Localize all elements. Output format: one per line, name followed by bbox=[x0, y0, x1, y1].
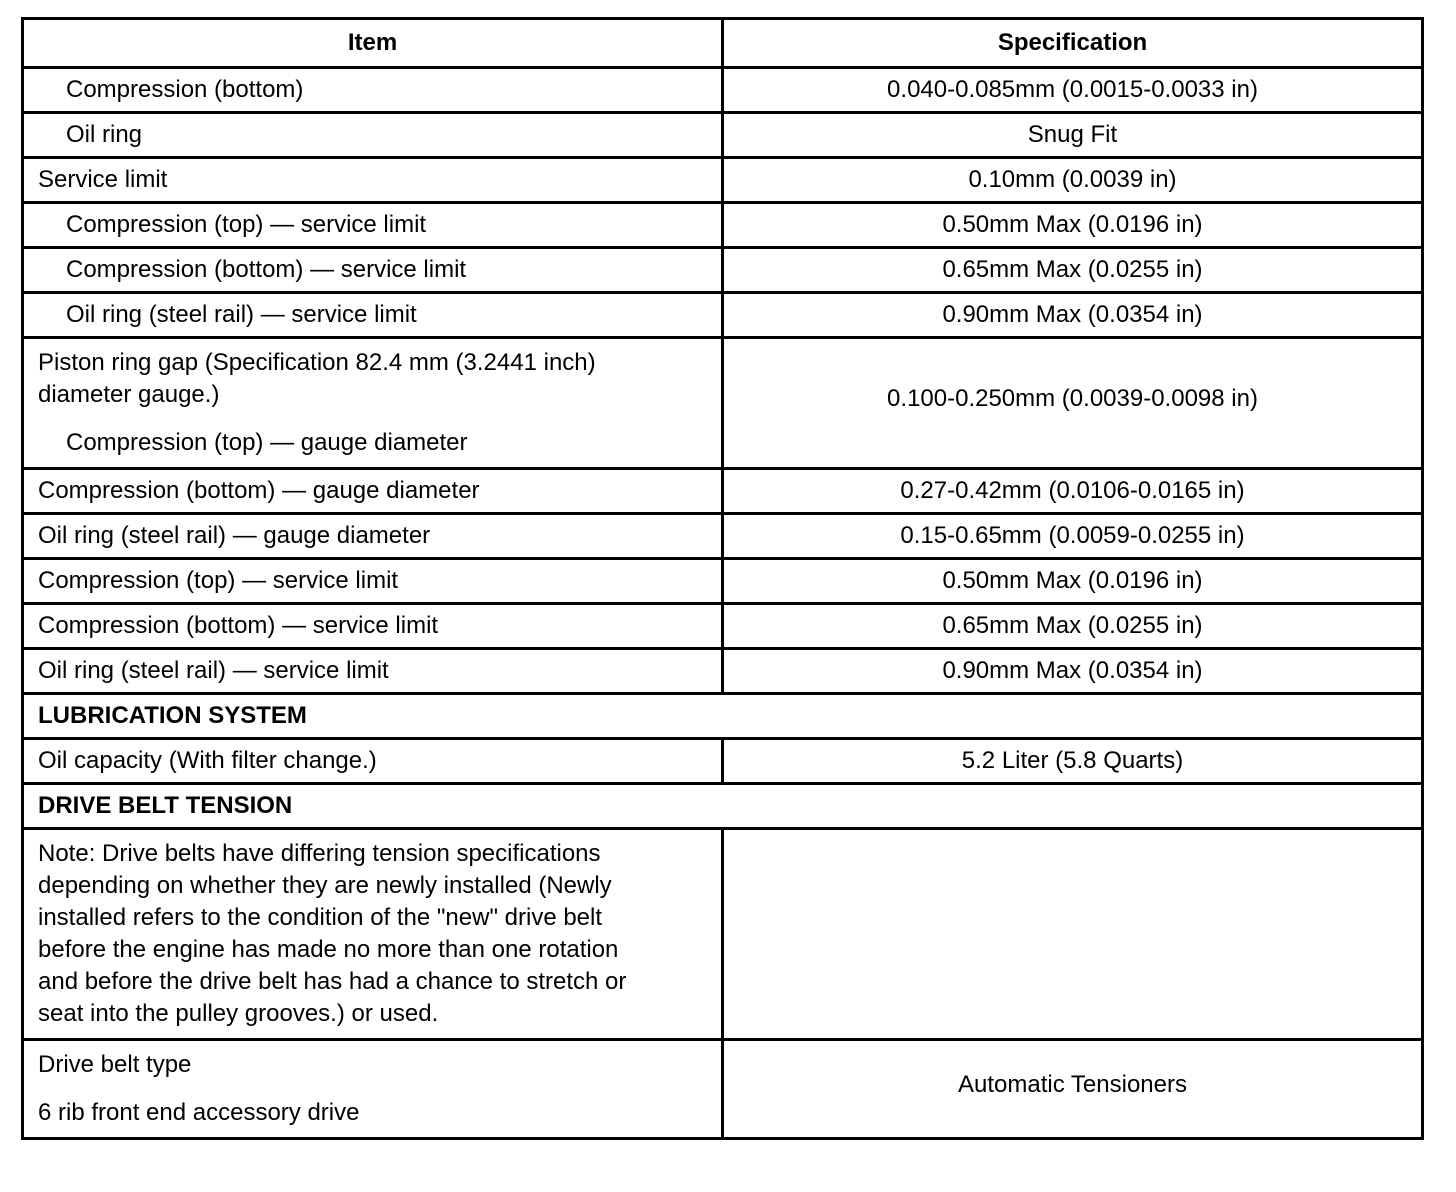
section-heading-lubrication-system: LUBRICATION SYSTEM bbox=[23, 694, 1423, 739]
column-header-specification: Specification bbox=[723, 19, 1423, 68]
table-row bbox=[23, 469, 1423, 514]
table-row bbox=[23, 739, 1423, 784]
spec-cell: 0.10mm (0.0039 in) bbox=[723, 158, 1423, 203]
table-header-row bbox=[23, 19, 1423, 68]
table-row bbox=[23, 68, 1423, 113]
drive-belt-type-heading: Drive belt type bbox=[38, 1051, 192, 1078]
section-heading-drive-belt-tension: DRIVE BELT TENSION bbox=[23, 784, 1423, 829]
spec-cell: 0.90mm Max (0.0354 in) bbox=[723, 293, 1423, 338]
spec-cell: 0.50mm Max (0.0196 in) bbox=[723, 203, 1423, 248]
item-text: 6 rib front end accessory drive bbox=[38, 1099, 360, 1126]
table-row bbox=[23, 604, 1423, 649]
item-cell: Oil ring bbox=[23, 113, 723, 158]
item-cell: Compression (top) — service limit bbox=[23, 559, 723, 604]
note-line: before the engine has made no more than one rotation bbox=[38, 936, 619, 963]
note-line: installed refers to the condition of the "new" drive belt bbox=[38, 904, 603, 931]
note-line: Note: Drive belts have differing tension specifications bbox=[38, 840, 601, 867]
table-row bbox=[23, 338, 1423, 469]
column-header-item: Item bbox=[23, 19, 723, 68]
spec-cell: Automatic Tensioners bbox=[723, 1040, 1423, 1139]
table-row bbox=[23, 203, 1423, 248]
table-row bbox=[23, 649, 1423, 694]
spec-cell: Snug Fit bbox=[723, 113, 1423, 158]
item-cell: Oil ring (steel rail) — service limit bbox=[23, 293, 723, 338]
item-cell: Compression (bottom) bbox=[23, 68, 723, 113]
item-cell bbox=[23, 338, 723, 469]
item-cell: Compression (bottom) — service limit bbox=[23, 248, 723, 293]
spec-cell: 0.65mm Max (0.0255 in) bbox=[723, 604, 1423, 649]
spec-cell: 5.2 Liter (5.8 Quarts) bbox=[723, 739, 1423, 784]
item-cell: Oil ring (steel rail) — service limit bbox=[23, 649, 723, 694]
item-cell: Oil ring (steel rail) — gauge diameter bbox=[23, 514, 723, 559]
table-row bbox=[23, 1040, 1423, 1139]
spec-cell: 0.100-0.250mm (0.0039-0.0098 in) bbox=[723, 338, 1423, 469]
item-cell: Compression (bottom) — service limit bbox=[23, 604, 723, 649]
spec-cell: 0.50mm Max (0.0196 in) bbox=[723, 559, 1423, 604]
spec-cell: 0.040-0.085mm (0.0015-0.0033 in) bbox=[723, 68, 1423, 113]
table-row bbox=[23, 113, 1423, 158]
table-row bbox=[23, 559, 1423, 604]
note-cell bbox=[23, 829, 723, 1040]
spec-cell: 0.27-0.42mm (0.0106-0.0165 in) bbox=[723, 469, 1423, 514]
item-cell: Service limit bbox=[23, 158, 723, 203]
item-cell: Oil capacity (With filter change.) bbox=[23, 739, 723, 784]
piston-ring-gap-heading-line2: diameter gauge.) bbox=[38, 381, 220, 408]
note-spec-cell-empty bbox=[723, 829, 1423, 1040]
spec-cell: 0.65mm Max (0.0255 in) bbox=[723, 248, 1423, 293]
table-row bbox=[23, 293, 1423, 338]
section-row-drive-belt bbox=[23, 784, 1423, 829]
note-line: seat into the pulley grooves.) or used. bbox=[38, 1000, 439, 1027]
spec-cell: 0.15-0.65mm (0.0059-0.0255 in) bbox=[723, 514, 1423, 559]
note-line: and before the drive belt has had a chance to stretch or bbox=[38, 968, 627, 995]
table-row bbox=[23, 514, 1423, 559]
table-row bbox=[23, 158, 1423, 203]
note-row bbox=[23, 829, 1423, 1040]
specification-table bbox=[21, 17, 1424, 1140]
spec-cell: 0.90mm Max (0.0354 in) bbox=[723, 649, 1423, 694]
section-row-lubrication bbox=[23, 694, 1423, 739]
note-line: depending on whether they are newly installed (Newly bbox=[38, 872, 612, 899]
item-cell bbox=[23, 1040, 723, 1139]
item-cell: Compression (bottom) — gauge diameter bbox=[23, 469, 723, 514]
table-row bbox=[23, 248, 1423, 293]
item-cell: Compression (top) — service limit bbox=[23, 203, 723, 248]
piston-ring-gap-heading-line1: Piston ring gap (Specification 82.4 mm (3.2441 inch) bbox=[38, 349, 596, 376]
item-text: Compression (top) — gauge diameter bbox=[66, 429, 468, 456]
